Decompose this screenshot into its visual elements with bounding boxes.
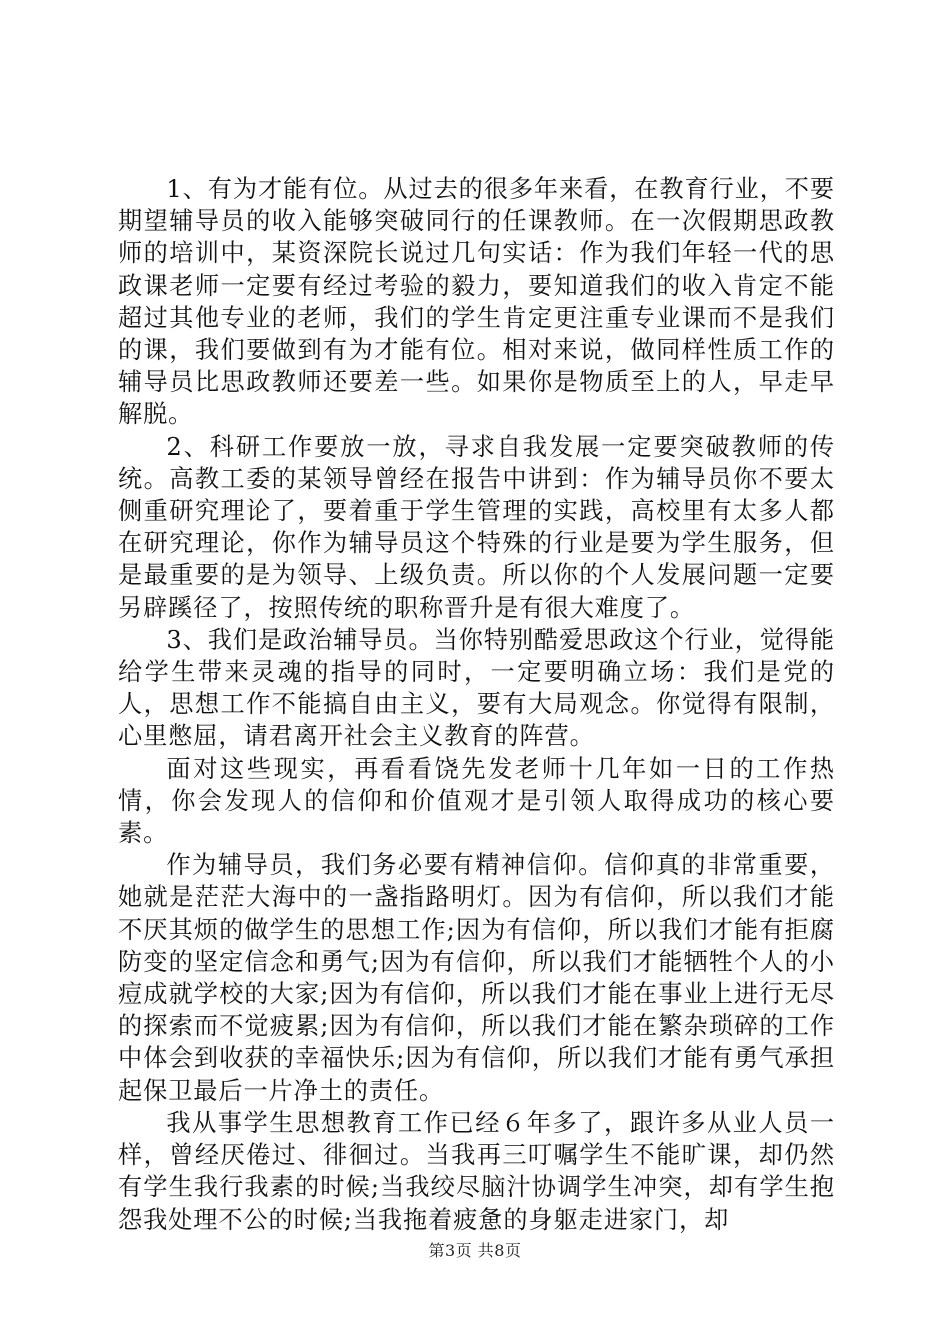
paragraph-1: 1、有为才能有位。从过去的很多年来看，在教育行业，不要期望辅导员的收入能够突破同行的任课教师。在一次假期思政教师的培训中，某资深院长说过几句实话：作为我们年轻一代的思政课老师一定要有经过考验的毅力，要知道我们的收入肯定不能超过其他专业的老师，我们的学生肯定更注重专业课而不是我们的课，我们要做到有为才能有位。相对来说，做同样性质工作的辅导员比思政教师还要差一些。如果你是物质至上的人，早走早解脱。 [118, 175, 835, 429]
paragraph-3: 3、我们是政治辅导员。当你特别酷爱思政这个行业，觉得能给学生带来灵魂的指导的同时，一定要明确立场：我们是党的人，思想工作不能搞自由主义，要有大局观念。你觉得有限制，心里憋屈，请君离开社会主义教育的阵营。 [118, 625, 835, 751]
page-number-footer: 第3页 共8页 [428, 1241, 522, 1260]
paragraph-2: 2、科研工作要放一放，寻求自我发展一定要突破教师的传统。高教工委的某领导曾经在报告中讲到：作为辅导员你不要太侧重研究理论了，要着重于学生管理的实践，高校里有太多人都在研究理论，你作为辅导员这个特殊的行业是要为学生服务，但是最重要的是为领导、上级负责。所以你的个人发展问题一定要另辟蹊径了，按照传统的职称晋升是有很大难度了。 [118, 432, 835, 622]
paragraph-4: 面对这些现实，再看看饶先发老师十几年如一日的工作热情，你会发现人的信仰和价值观才是引领人取得成功的核心要素。 [118, 754, 835, 848]
document-body [118, 173, 835, 1236]
paragraph-5: 作为辅导员，我们务必要有精神信仰。信仰真的非常重要，她就是茫茫大海中的一盏指路明灯。因为有信仰，所以我们才能不厌其烦的做学生的思想工作;因为有信仰，所以我们才能有拒腐防变的坚定信念和勇气;因为有信仰，所以我们才能牺牲个人的小痘成就学校的大家;因为有信仰，所以我们才能在事业上进行无尽的探索而不觉疲累;因为有信仰，所以我们才能在繁杂琐碎的工作中体会到收获的幸福快乐;因为有信仰，所以我们才能有勇气承担起保卫最后一片净土的责任。 [118, 851, 835, 1105]
paragraph-6: 我从事学生思想教育工作已经６年多了，跟许多从业人员一样，曾经厌倦过、徘徊过。当我再三叮嘱学生不能旷课，却仍然有学生我行我素的时候;当我绞尽脑汁协调学生冲突，却有学生抱怨我处理不公的时候;当我拖着疲惫的身躯走进家门，却 [118, 1108, 835, 1234]
